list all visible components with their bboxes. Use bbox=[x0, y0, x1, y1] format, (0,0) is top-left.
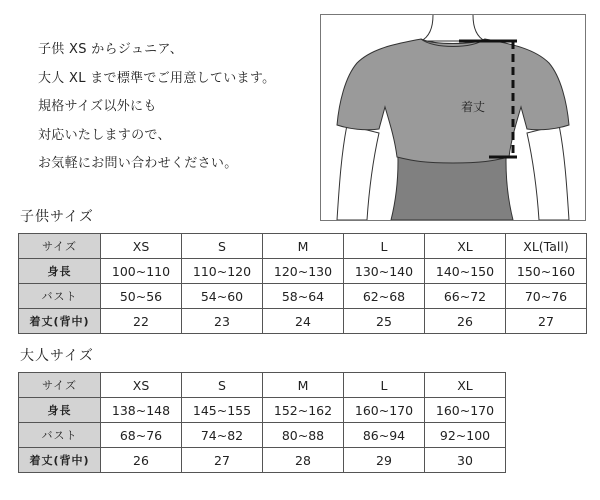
intro-line: 大人 XL まで標準でご用意しています。 bbox=[38, 70, 276, 86]
table-cell: 26 bbox=[101, 448, 182, 473]
header-cell: XL bbox=[425, 234, 506, 259]
table-cell: 27 bbox=[182, 448, 263, 473]
kids-size-table bbox=[18, 233, 587, 334]
intro-text bbox=[38, 36, 328, 179]
header-cell: XL(Tall) bbox=[506, 234, 587, 259]
table-row bbox=[19, 448, 506, 473]
table-cell: 70~76 bbox=[506, 284, 587, 309]
length-label: 着丈 bbox=[460, 100, 486, 114]
intro-line: お気軽にお問い合わせください。 bbox=[38, 156, 238, 171]
table-cell: 160~170 bbox=[344, 398, 425, 423]
header-cell: XL bbox=[425, 373, 506, 398]
table-cell: 138~148 bbox=[101, 398, 182, 423]
row-label: バスト bbox=[19, 284, 101, 309]
table-cell: 50~56 bbox=[101, 284, 182, 309]
table-cell: 22 bbox=[101, 309, 182, 334]
row-label: 身長 bbox=[19, 398, 101, 423]
table-cell: 58~64 bbox=[263, 284, 344, 309]
table-cell: 25 bbox=[344, 309, 425, 334]
table-cell: 150~160 bbox=[506, 259, 587, 284]
adult-size-table bbox=[18, 372, 506, 473]
header-cell: サイズ bbox=[19, 234, 101, 259]
header-cell: XS bbox=[101, 373, 182, 398]
header-cell: S bbox=[182, 373, 263, 398]
table-row bbox=[19, 373, 506, 398]
header-cell: L bbox=[344, 373, 425, 398]
header-cell: L bbox=[344, 234, 425, 259]
header-cell: S bbox=[182, 234, 263, 259]
table-cell: 145~155 bbox=[182, 398, 263, 423]
table-cell: 23 bbox=[182, 309, 263, 334]
table-row bbox=[19, 398, 506, 423]
table-cell: 100~110 bbox=[101, 259, 182, 284]
table-cell: 160~170 bbox=[425, 398, 506, 423]
table-cell: 74~82 bbox=[182, 423, 263, 448]
table-cell: 120~130 bbox=[263, 259, 344, 284]
row-label: 身長 bbox=[19, 259, 101, 284]
table-row bbox=[19, 234, 587, 259]
bolero-illustration bbox=[320, 14, 586, 221]
table-row bbox=[19, 259, 587, 284]
table-cell: 26 bbox=[425, 309, 506, 334]
table-row bbox=[19, 309, 587, 334]
table-cell: 24 bbox=[263, 309, 344, 334]
intro-line: 子供 XS からジュニア、 bbox=[38, 42, 184, 57]
table-cell: 130~140 bbox=[344, 259, 425, 284]
table-cell: 66~72 bbox=[425, 284, 506, 309]
table-cell: 86~94 bbox=[344, 423, 425, 448]
intro-line: 対応いたしますので、 bbox=[38, 127, 171, 143]
kids-size-title: 子供サイズ bbox=[20, 209, 94, 225]
table-cell: 140~150 bbox=[425, 259, 506, 284]
header-cell: M bbox=[263, 373, 344, 398]
header-cell: M bbox=[263, 234, 344, 259]
adult-size-title: 大人サイズ bbox=[20, 348, 94, 364]
row-label: 着丈(背中) bbox=[19, 448, 101, 473]
table-cell: 110~120 bbox=[182, 259, 263, 284]
bolero-figure-icon bbox=[321, 15, 585, 220]
table-row bbox=[19, 284, 587, 309]
table-cell: 28 bbox=[263, 448, 344, 473]
table-row bbox=[19, 423, 506, 448]
header-cell: サイズ bbox=[19, 373, 101, 398]
table-cell: 62~68 bbox=[344, 284, 425, 309]
row-label: 着丈(背中) bbox=[19, 309, 101, 334]
row-label: バスト bbox=[19, 423, 101, 448]
table-cell: 54~60 bbox=[182, 284, 263, 309]
table-cell: 152~162 bbox=[263, 398, 344, 423]
table-cell: 27 bbox=[506, 309, 587, 334]
intro-line: 規格サイズ以外にも bbox=[38, 99, 157, 114]
table-cell: 92~100 bbox=[425, 423, 506, 448]
table-cell: 80~88 bbox=[263, 423, 344, 448]
header-cell: XS bbox=[101, 234, 182, 259]
table-cell: 68~76 bbox=[101, 423, 182, 448]
table-cell: 29 bbox=[344, 448, 425, 473]
table-cell: 30 bbox=[425, 448, 506, 473]
